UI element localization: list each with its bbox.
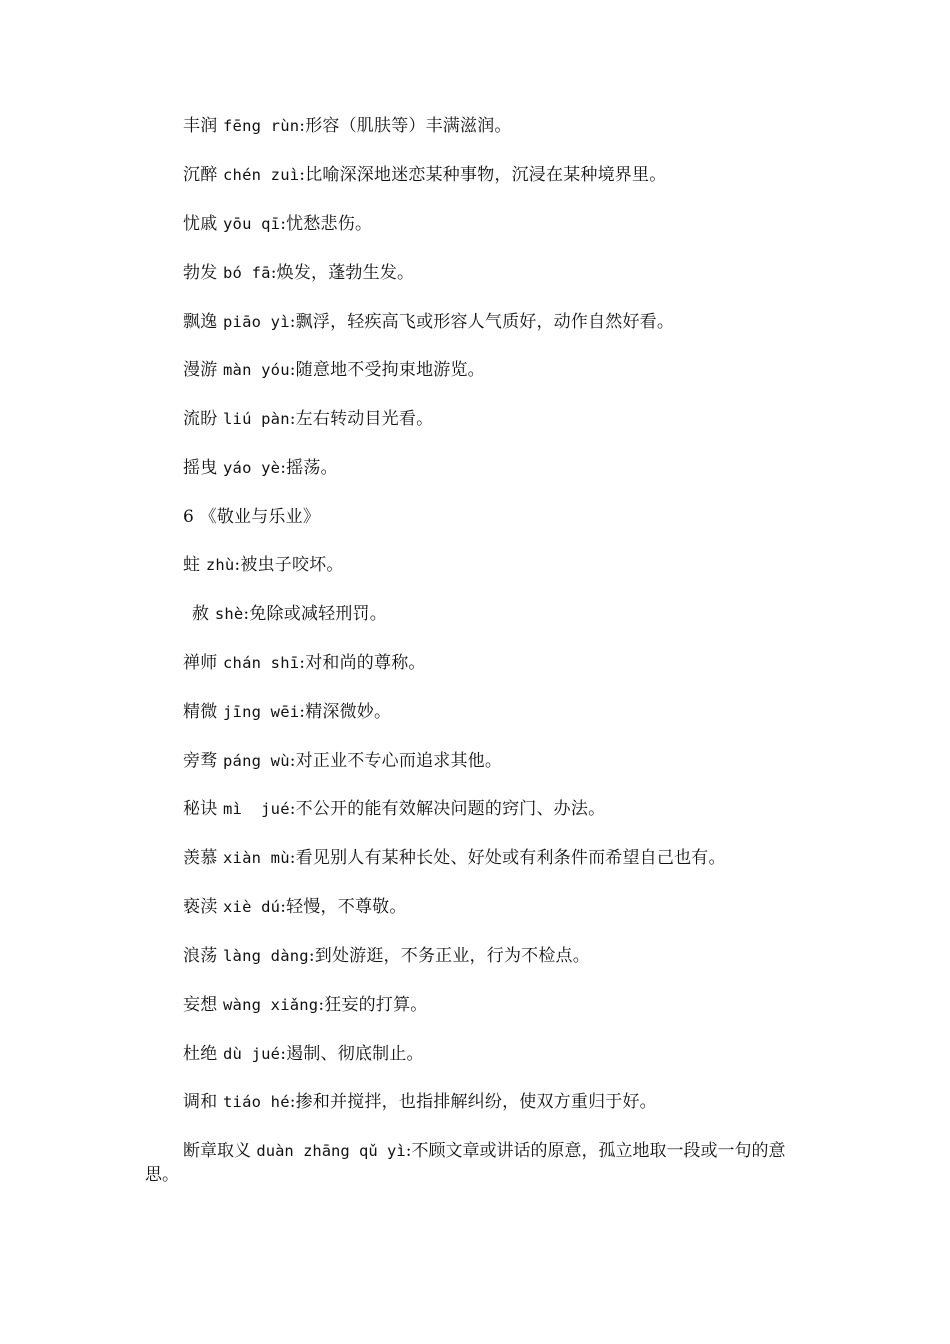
vocab-pinyin: zhù <box>205 556 235 574</box>
vocab-entry <box>183 749 502 773</box>
vocab-definition: :摇荡。 <box>280 458 338 478</box>
vocab-pinyin: yōu qī <box>223 215 281 233</box>
vocab-entry-wrapped <box>145 1139 815 1187</box>
vocab-term: 赦 <box>192 604 210 624</box>
vocab-term: 调和 <box>183 1092 218 1112</box>
vocab-pinyin: xiè dú <box>223 898 281 916</box>
vocab-definition: :对正业不专心而追求其他。 <box>289 751 503 771</box>
vocab-pinyin: fēng rùn <box>223 117 300 135</box>
vocab-term: 杜绝 <box>183 1044 218 1064</box>
vocab-definition: :随意地不受拘束地游览。 <box>289 360 485 380</box>
vocab-term: 丰润 <box>183 116 218 136</box>
vocab-term: 禅师 <box>183 653 218 673</box>
vocab-pinyin: chén zuì <box>223 166 300 184</box>
vocab-definition: :到处游逛，不务正业，行为不检点。 <box>308 946 590 966</box>
vocab-pinyin: xiàn mù <box>223 849 290 867</box>
vocab-pinyin: mì jué <box>223 800 290 818</box>
vocab-entry <box>183 1090 657 1114</box>
vocab-entry <box>183 358 485 382</box>
vocab-term: 妄想 <box>183 995 218 1015</box>
vocab-term: 羡慕 <box>183 848 218 868</box>
vocab-entry <box>183 993 427 1017</box>
vocab-pinyin: wàng xiǎng <box>223 996 319 1014</box>
vocab-entry <box>183 1042 424 1066</box>
vocab-pinyin: chán shī <box>223 654 300 672</box>
vocab-term: 断章取义 <box>183 1141 251 1161</box>
vocab-definition: :忧愁悲伤。 <box>280 214 373 234</box>
vocab-pinyin: yáo yè <box>223 459 281 477</box>
vocab-term: 精微 <box>183 702 218 722</box>
vocab-definition: :左右转动目光看。 <box>289 409 434 429</box>
vocab-entry <box>183 797 605 821</box>
vocab-term: 漫游 <box>183 360 218 380</box>
vocab-definition: :不公开的能有效解决问题的窍门、办法。 <box>289 799 606 819</box>
vocab-term: 蛀 <box>183 555 201 575</box>
vocab-definition: :不顾文章或讲话的原意，孤立地取一段或一句的意思。 <box>145 1141 786 1185</box>
vocab-term: 摇曳 <box>183 458 218 478</box>
vocab-definition: :狂妄的打算。 <box>318 995 428 1015</box>
vocab-term: 勃发 <box>183 263 218 283</box>
vocab-definition: :轻慢，不尊敬。 <box>280 897 407 917</box>
vocab-term: 亵渎 <box>183 897 218 917</box>
vocab-definition: :对和尚的尊称。 <box>299 653 426 673</box>
vocab-pinyin: jīng wēi <box>223 703 300 721</box>
vocab-term: 沉醉 <box>183 165 218 185</box>
vocab-definition: :被虫子咬坏。 <box>234 555 344 575</box>
vocab-pinyin: shè <box>214 605 244 623</box>
vocab-term: 忧戚 <box>183 214 218 234</box>
vocab-entry <box>183 114 512 138</box>
vocab-entry <box>183 261 414 285</box>
vocab-definition: :形容（肌肤等）丰满滋润。 <box>299 116 512 136</box>
vocab-entry <box>183 651 426 675</box>
vocab-entry <box>183 553 344 577</box>
vocab-entry <box>183 310 674 334</box>
section-heading: 6 《敬业与乐业》 <box>183 507 321 527</box>
vocab-definition: :比喻深深地迷恋某种事物，沉浸在某种境界里。 <box>299 165 667 185</box>
vocab-pinyin: dù jué <box>223 1045 281 1063</box>
vocab-pinyin: páng wù <box>223 752 290 770</box>
vocab-entry <box>183 846 726 870</box>
vocab-definition: :看见别人有某种长处、好处或有利条件而希望自己也有。 <box>289 848 726 868</box>
vocab-entry <box>183 163 666 187</box>
vocab-entry <box>192 602 387 626</box>
vocab-definition: :遏制、彻底制止。 <box>280 1044 424 1064</box>
vocab-pinyin: piāo yì <box>223 313 290 331</box>
vocab-definition: :掺和并搅拌，也指排解纠纷，使双方重归于好。 <box>289 1092 657 1112</box>
vocab-entry <box>183 700 391 724</box>
vocab-entry <box>183 212 372 236</box>
vocab-definition: :精深微妙。 <box>299 702 392 722</box>
vocab-entry <box>183 456 338 480</box>
vocab-pinyin: tiáo hé <box>223 1093 290 1111</box>
vocab-term: 浪荡 <box>183 946 218 966</box>
vocab-entry <box>183 895 407 919</box>
vocab-entry <box>183 944 590 968</box>
vocab-pinyin: duàn zhāng qǔ yì <box>256 1142 406 1160</box>
vocab-definition: :飘浮，轻疾高飞或形容人气质好，动作自然好看。 <box>289 312 675 332</box>
vocab-definition: :免除或减轻刑罚。 <box>243 604 387 624</box>
vocab-term: 秘诀 <box>183 799 218 819</box>
vocab-pinyin: làng dàng <box>223 947 309 965</box>
vocab-term: 流盼 <box>183 409 218 429</box>
vocab-term: 飘逸 <box>183 312 218 332</box>
vocab-entry <box>183 407 433 431</box>
vocab-pinyin: liú pàn <box>223 410 290 428</box>
vocab-pinyin: bó fā <box>223 264 271 282</box>
vocab-pinyin: màn yóu <box>223 361 290 379</box>
vocab-term: 旁骛 <box>183 751 218 771</box>
vocab-definition: :焕发，蓬勃生发。 <box>270 263 415 283</box>
